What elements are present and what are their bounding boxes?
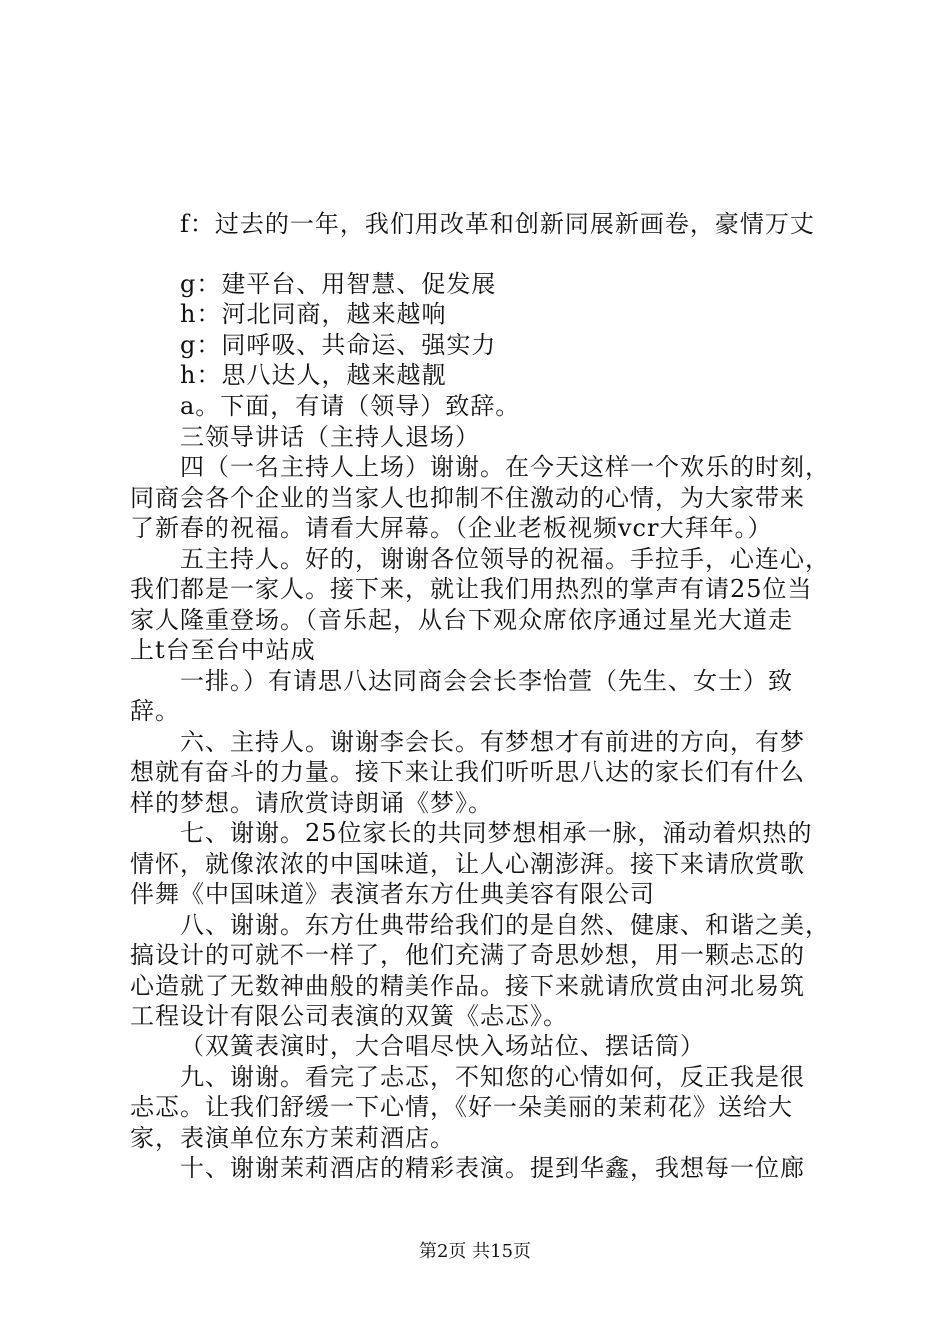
text-line: 六、主持人。谢谢李会长。有梦想才有前进的方向，有梦 bbox=[180, 728, 805, 756]
text-line: 五主持人。好的，谢谢各位领导的祝福。手拉手，心连心， bbox=[180, 545, 830, 573]
text-line: 我们都是一家人。接下来，就让我们用热烈的掌声有请25位当 bbox=[130, 575, 813, 603]
text-line: a。下面，有请（领导）致辞。 bbox=[180, 392, 521, 420]
text-line: 四（一名主持人上场）谢谢。在今天这样一个欢乐的时刻， bbox=[180, 453, 830, 481]
text-line: f：过去的一年，我们用改革和创新同展新画卷，豪情万丈 bbox=[180, 210, 815, 238]
text-line: 家，表演单位东方茉莉酒店。 bbox=[130, 1124, 455, 1152]
page-footer: 第2页 共15页 bbox=[418, 1241, 532, 1262]
text-line: 情怀，就像浓浓的中国味道，让人心潮澎湃。接下来请欣赏歌 bbox=[130, 850, 805, 878]
text-line: 家人隆重登场。（音乐起，从台下观众席依序通过星光大道走 bbox=[130, 606, 793, 634]
text-line: 八、谢谢。东方仕典带给我们的是自然、健康、和谐之美， bbox=[180, 911, 830, 939]
text-line: h：河北同商，越来越响 bbox=[180, 300, 447, 328]
text-line: 十、谢谢茉莉酒店的精彩表演。提到华鑫，我想每一位廊 bbox=[180, 1154, 805, 1182]
text-line: 搞设计的可就不一样了，他们充满了奇思妙想，用一颗忐忑的 bbox=[130, 941, 805, 969]
text-line: 九、谢谢。看完了忐忑，不知您的心情如何，反正我是很 bbox=[180, 1063, 805, 1091]
text-line: g：建平台、用智慧、促发展 bbox=[180, 270, 497, 298]
text-line: 同商会各个企业的当家人也抑制不住激动的心情，为大家带来 bbox=[130, 484, 805, 512]
text-line: 样的梦想。请欣赏诗朗诵《梦》。 bbox=[130, 789, 493, 817]
text-line: g：同呼吸、共命运、强实力 bbox=[180, 331, 497, 359]
text-line: 工程设计有限公司表演的双簧《忐忑》。 bbox=[130, 1002, 568, 1030]
text-line: h：思八达人，越来越靓 bbox=[180, 361, 447, 389]
text-line: 伴舞《中国味道》表演者东方仕典美容有限公司 bbox=[130, 880, 655, 908]
text-line: 七、谢谢。25位家长的共同梦想相承一脉，涌动着炽热的 bbox=[180, 819, 813, 847]
text-line: 三领导讲话（主持人退场） bbox=[180, 423, 480, 451]
text-line: （双簧表演时，大合唱尽快入场站位、摆话筒） bbox=[180, 1032, 705, 1060]
text-line: 一排。）有请思八达同商会会长李怡萱（先生、女士）致 bbox=[180, 667, 793, 695]
text-line: 辞。 bbox=[130, 697, 180, 725]
text-line: 心造就了无数神曲般的精美作品。接下来就请欣赏由河北易筑 bbox=[130, 972, 805, 1000]
text-line: 想就有奋斗的力量。接下来让我们听听思八达的家长们有什么 bbox=[130, 758, 805, 786]
text-line: 上t台至台中站成 bbox=[130, 636, 316, 664]
text-line: 忐忑。让我们舒缓一下心情，《好一朵美丽的茉莉花》送给大 bbox=[130, 1093, 793, 1121]
text-line: 了新春的祝福。请看大屏幕。（企业老板视频vcr大拜年。） bbox=[130, 514, 773, 542]
